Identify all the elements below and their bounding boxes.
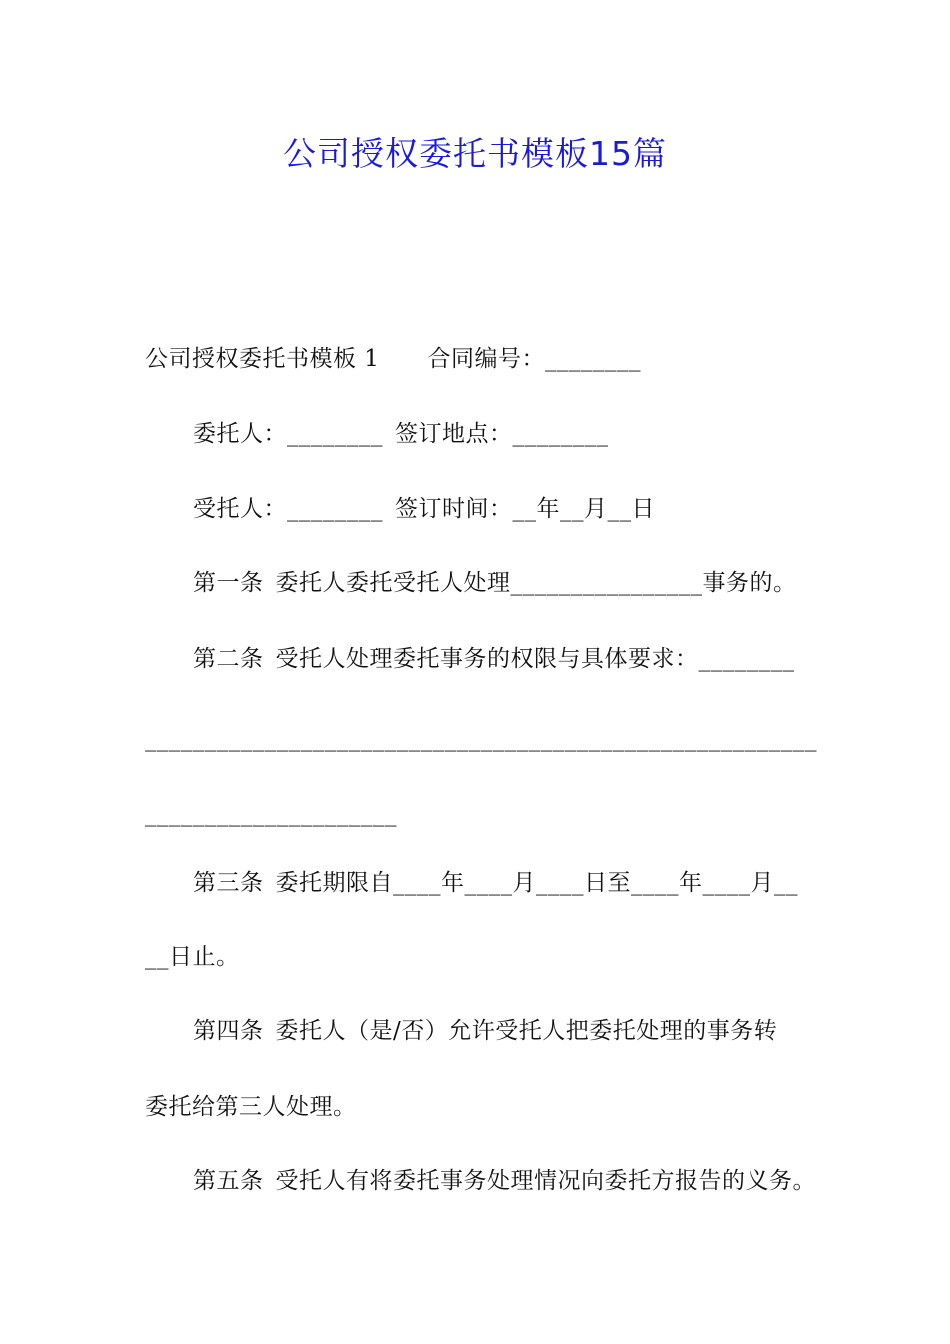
article-3-continuation: __日止。 [145,944,240,970]
article-2-blank-line-2: _____________________ [145,801,397,827]
article-4-text: 委托人（是/否）允许受托人把委托处理的事务转 [275,1018,778,1044]
contract-number: 合同编号：________ [427,346,641,372]
article-3-label: 第三条 [193,870,264,896]
article-3-text: 委托期限自____年____月____日至____年____月__ [275,870,798,896]
template-heading-line [145,344,641,374]
article-2 [193,644,795,674]
article-4 [193,1016,777,1046]
article-2-text: 受托人处理委托事务的权限与具体要求：________ [275,646,795,672]
article-4-continuation: 委托给第三人处理。 [145,1094,357,1120]
template-heading: 公司授权委托书模板 1 [145,346,380,372]
article-2-label: 第二条 [193,646,264,672]
article-5 [193,1166,816,1196]
agent-line [193,494,655,524]
article-5-text: 受托人有将委托事务处理情况向委托方报告的义务。 [275,1168,816,1194]
agent-field: 受托人：________ [193,496,383,522]
article-1-label: 第一条 [193,570,264,596]
article-2-blank-line-1: ________________________________________________________ [145,726,817,752]
signing-time-field: 签订时间：__年__月__日 [395,496,655,522]
article-5-label: 第五条 [193,1168,264,1194]
article-1 [193,568,797,598]
article-1-text: 委托人委托受托人处理________________事务的。 [275,570,797,596]
article-4-label: 第四条 [193,1018,264,1044]
signing-place-field: 签订地点：________ [395,421,609,447]
principal-line [193,419,609,449]
document-title: 公司授权委托书模板15篇 [283,134,667,173]
principal-field: 委托人：________ [193,421,383,447]
article-3 [193,868,798,898]
